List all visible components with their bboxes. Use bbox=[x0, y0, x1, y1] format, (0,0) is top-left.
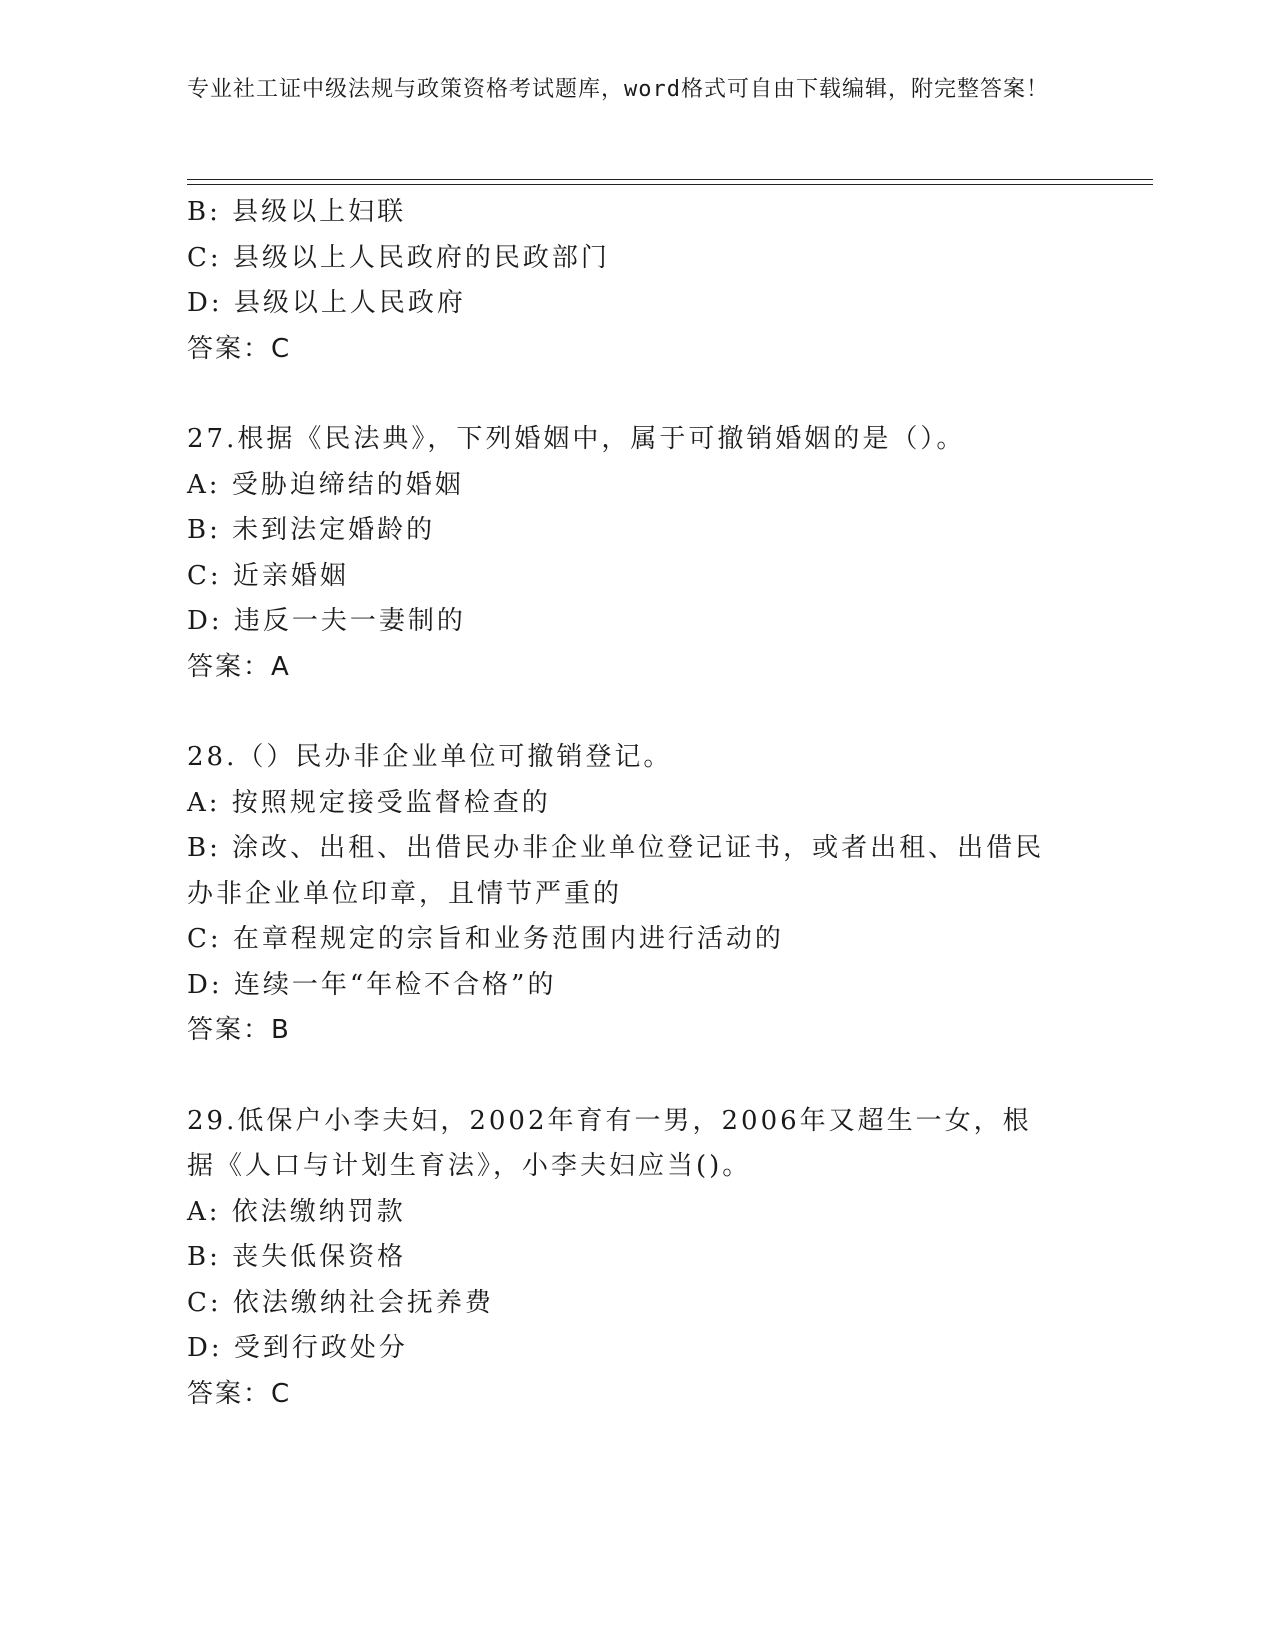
answer: 答案：B bbox=[187, 1015, 291, 1045]
answer: 答案：C bbox=[187, 333, 292, 364]
option-a: A: 受胁迫缔结的婚姻 bbox=[187, 469, 464, 500]
question-list bbox=[187, 190, 1087, 1417]
question-text: 29.低保户小李夫妇，2002年育有一男，2006年又超生一女，根据《人口与计划生育法》，小李夫妇应当()。 bbox=[187, 1105, 1032, 1181]
question-text: 27.根据《民法典》，下列婚姻中，属于可撤销婚姻的是（）。 bbox=[187, 424, 966, 454]
question-29 bbox=[187, 1099, 1087, 1418]
option-c: C: 近亲婚姻 bbox=[187, 560, 349, 591]
question-text: 28.（）民办非企业单位可撤销登记。 bbox=[187, 742, 673, 772]
question-28 bbox=[187, 735, 1087, 1054]
option-c: C: 依法缴纳社会抚养费 bbox=[187, 1287, 494, 1318]
answer: 答案：A bbox=[187, 651, 291, 682]
option-b: B: 县级以上妇联 bbox=[187, 197, 407, 227]
option-a: A: 依法缴纳罚款 bbox=[187, 1196, 406, 1227]
header-rule-top bbox=[187, 179, 1153, 180]
option-d: D: 受到行政处分 bbox=[187, 1333, 408, 1363]
document-header: 专业社工证中级法规与政策资格考试题库，word格式可自由下载编辑，附完整答案！ bbox=[187, 77, 1049, 102]
option-d: D: 县级以上人民政府 bbox=[187, 288, 466, 318]
option-c: C: 在章程规定的宗旨和业务范围内进行活动的 bbox=[187, 924, 784, 954]
question-27 bbox=[187, 417, 1087, 690]
option-b: B: 未到法定婚龄的 bbox=[187, 515, 436, 545]
option-a: A: 按照规定接受监督检查的 bbox=[187, 787, 551, 818]
answer: 答案：C bbox=[187, 1378, 292, 1409]
option-c: C: 县级以上人民政府的民政部门 bbox=[187, 242, 610, 273]
question-fragment bbox=[187, 190, 1087, 372]
option-b: B: 丧失低保资格 bbox=[187, 1242, 407, 1272]
option-d: D: 违反一夫一妻制的 bbox=[187, 606, 466, 636]
option-d: D: 连续一年“年检不合格”的 bbox=[187, 969, 557, 1000]
option-b: B: 涂改、出租、出借民办非企业单位登记证书，或者出租、出借民办非企业单位印章，且情节严重的 bbox=[187, 833, 1045, 909]
header-rule-bottom bbox=[187, 184, 1153, 185]
